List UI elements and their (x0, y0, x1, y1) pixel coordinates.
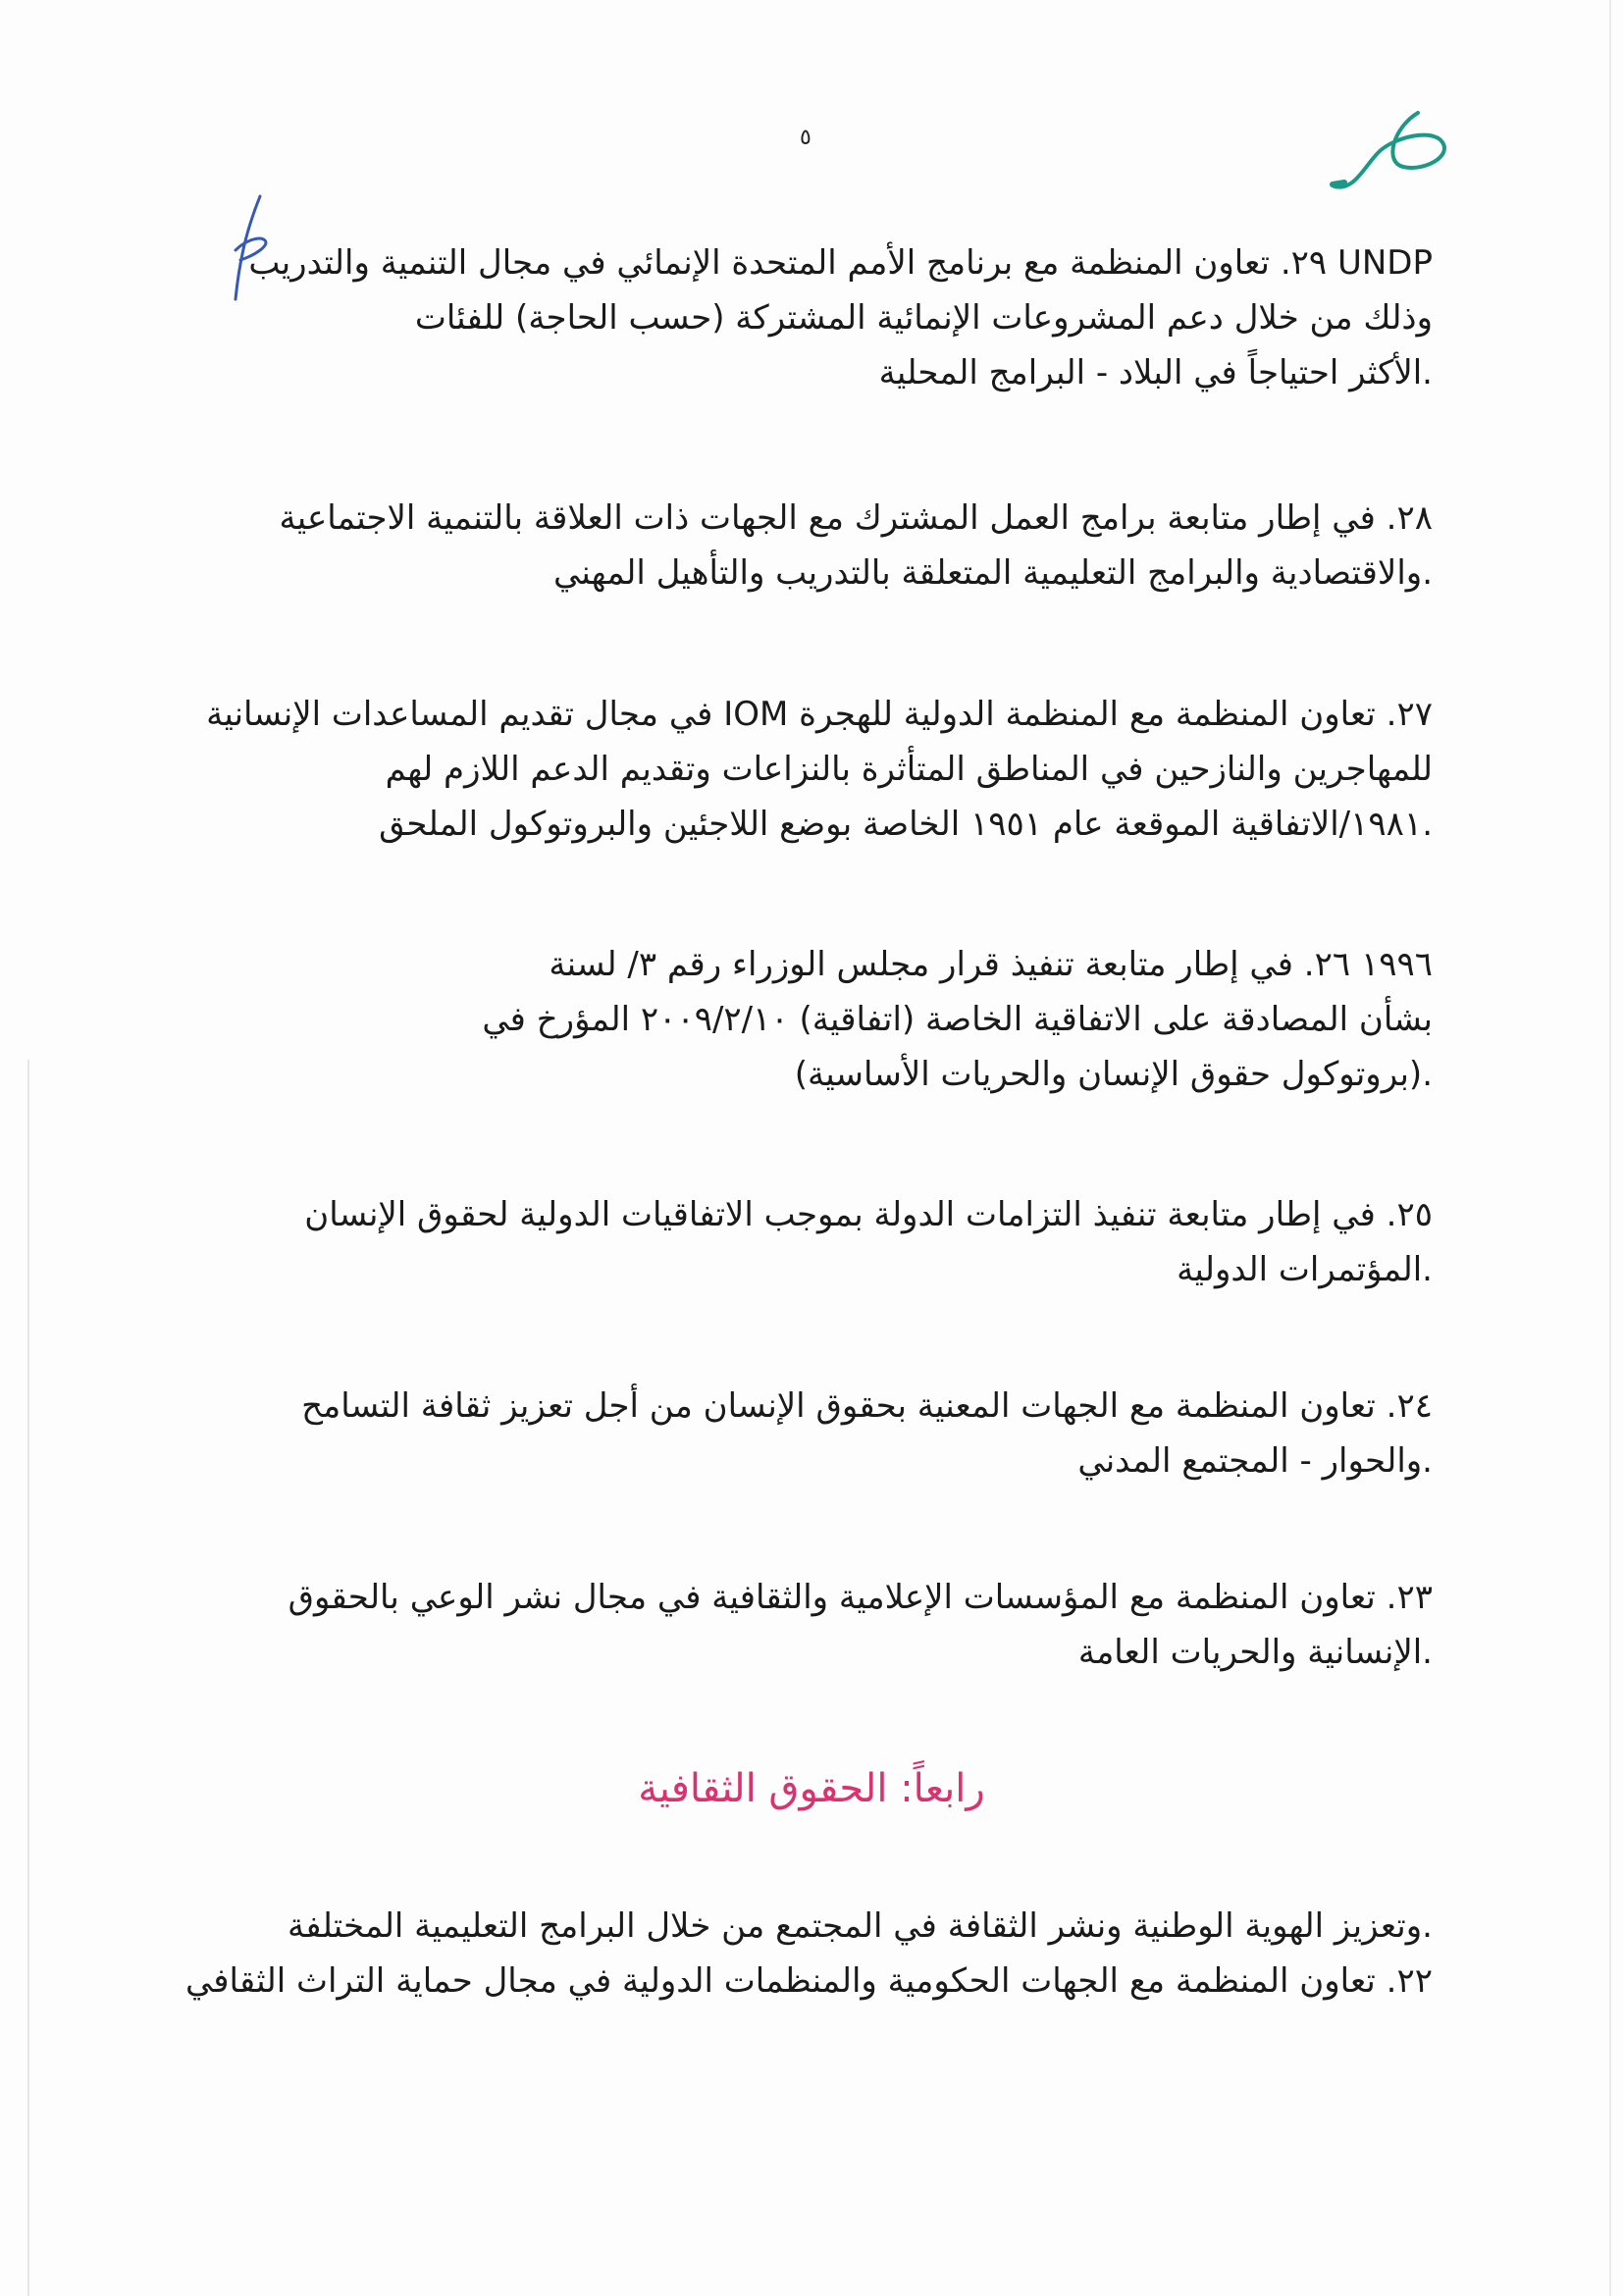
entry-22 (184, 1899, 1433, 2009)
handwritten-page-mark (1325, 108, 1462, 206)
entry-26 (334, 937, 1433, 1102)
entry-line: ٢٥. في إطار متابعة تنفيذ التزامات الدولة بموجب الاتفاقيات الدولية لحقوق الإنسان (304, 1195, 1433, 1234)
entry-line: ٢٨. في إطار متابعة برامج العمل المشترك مع الجهات ذات العلاقة بالتنمية الاجتماعية (279, 498, 1433, 538)
entry-line: للمهاجرين والنازحين في المناطق المتأثرة بالنزاعات وتقديم الدعم اللازم لهم (385, 750, 1433, 789)
entry-24 (301, 1379, 1433, 1488)
entry-25 (304, 1187, 1433, 1297)
scan-edge-right (1609, 0, 1611, 2296)
entry-23 (288, 1570, 1433, 1680)
entry-line: ٢٣. تعاون المنظمة مع المؤسسات الإعلامية والثقافية في مجال نشر الوعي بالحقوق (288, 1578, 1433, 1617)
entry-line: .١٩٨١/الاتفاقية الموقعة عام ١٩٥١ الخاصة بوضع اللاجئين والبروتوكول الملحق (379, 805, 1433, 844)
page-number: ٥ (800, 126, 812, 150)
entry-29 (248, 235, 1433, 400)
entry-line: ٢٢. تعاون المنظمة مع الجهات الحكومية والمنظمات الدولية في مجال حماية التراث الثقافي (184, 1961, 1433, 2001)
entry-line: ٢٧. تعاون المنظمة مع المنظمة الدولية للهجرة IOM في مجال تقديم المساعدات الإنسانية (206, 695, 1433, 734)
entry-27 (206, 687, 1433, 852)
scan-edge-left (27, 1060, 29, 2296)
entry-line: .الأكثر احتياجاً في البلاد - البرامج المحلية (878, 353, 1433, 392)
entry-line: .وتعزيز الهوية الوطنية ونشر الثقافة في المجتمع من خلال البرامج التعليمية المختلفة (288, 1906, 1433, 1946)
entry-line: .والاقتصادية والبرامج التعليمية المتعلقة بالتدريب والتأهيل المهني (553, 553, 1433, 593)
entry-line: UNDP ٢٩. تعاون المنظمة مع برنامج الأمم المتحدة الإنمائي في مجال التنمية والتدريب (248, 243, 1433, 283)
entry-line: ١٩٩٦ ٢٦. في إطار متابعة تنفيذ قرار مجلس الوزراء رقم ٣/ لسنة (549, 945, 1433, 984)
entry-line: وذلك من خلال دعم المشروعات الإنمائية المشتركة (حسب الحاجة) للفئات (414, 298, 1433, 338)
entry-line: ٢٤. تعاون المنظمة مع الجهات المعنية بحقوق الإنسان من أجل تعزيز ثقافة التسامح (301, 1386, 1433, 1426)
entry-28 (279, 491, 1433, 600)
entry-line: .(بروتوكول حقوق الإنسان والحريات الأساسية) (794, 1055, 1433, 1094)
entry-line: بشأن المصادقة على الاتفاقية الخاصة (اتفاقية) ٢٠٠٩/٢/١٠ المؤرخ في (482, 1000, 1433, 1039)
section-heading: رابعاً: الحقوق الثقافية (638, 1766, 985, 1811)
entry-line: .والحوار - المجتمع المدني (1077, 1441, 1433, 1481)
entry-line: .الإنسانية والحريات العامة (1077, 1633, 1433, 1672)
entry-line: .المؤتمرات الدولية (1177, 1250, 1433, 1289)
